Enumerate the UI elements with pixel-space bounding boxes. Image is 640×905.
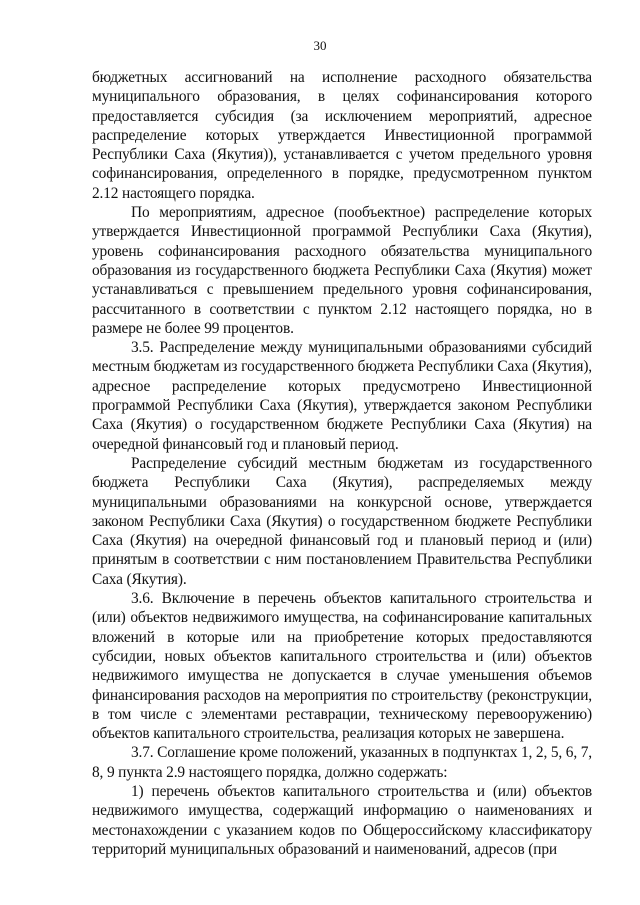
paragraph-continuation: бюджетных ассигнований на исполнение расходного обязательства муниципального образования, в целях софинансирования которого предоставляется субсидия (за исключением мероприятий, адресное распределение которых утверждается Инвестиционной программой Республики Саха (Якутия)), устанавливается с учетом предельного уровня софинансирования, определенного в порядке, предусмотренном пунктом 2.12 настоящего порядка. [92,69,592,202]
page-number: 30 [313,38,327,53]
paragraph-cofinancing-investment-program: По мероприятиям, адресное (пообъектное) распределение которых утверждается Инвестиционной программой Республики Саха (Якутия), уровень софинансирования расходного обязательства муниципального образования из государственного бюджета Республики Саха (Якутия) может устанавливаться с превышением предельного уровня софинансирования, рассчитанного в соответствии с пунктом 2.12 настоящего порядка, но в размере не более 99 процентов. [92,204,592,337]
paragraph-3-5-competitive: Распределение субсидий местным бюджетам из государственного бюджета Республики Саха (Якутия), распределяемых между муниципальными образованиями на конкурсной основе, утверждается законом Республики Саха (Якутия) о государственном бюджете Республики Саха (Якутия) на очередной финансовый год и плановый период и (или) принятым в соответствии с ним постановлением Правительства Республики Саха (Якутия). [92,454,592,588]
paragraph-3-7-item-1: 1) перечень объектов капитального строительства и (или) объектов недвижимого имущества, содержащий информацию о наименованиях и местонахождении с указанием кодов по Общероссийскому классификатору территорий муниципальных образований и наименований, адресов (при [92,782,592,858]
document-body [92,68,592,859]
paragraph-3-7: 3.7. Соглашение кроме положений, указанных в подпунктах 1, 2, 5, 6, 7, 8, 9 пункта 2.9 настоящего порядка, должно содержать: [92,744,592,781]
paragraph-3-6: 3.6. Включение в перечень объектов капитального строительства и (или) объектов недвижимого имущества, на софинансирование капитальных вложений в которые или на приобретение которых предоставляются субсидии, новых объектов капитального строительства и (или) объектов недвижимого имущества не допускается в случае уменьшения объемов финансирования расходов на мероприятия по строительству (реконструкции, в том числе с элементами реставрации, техническому перевооружению) объектов капитального строительства, реализация которых не завершена. [92,590,592,743]
paragraph-3-5: 3.5. Распределение между муниципальными образованиями субсидий местным бюджетам из государственного бюджета Республики Саха (Якутия), адресное распределение которых предусмотрено Инвестиционной программой Республики Саха (Якутия), утверждается законом Республики Саха (Якутия) о государственном бюджете Республики Саха (Якутия) на очередной финансовый год и плановый период. [92,339,592,453]
